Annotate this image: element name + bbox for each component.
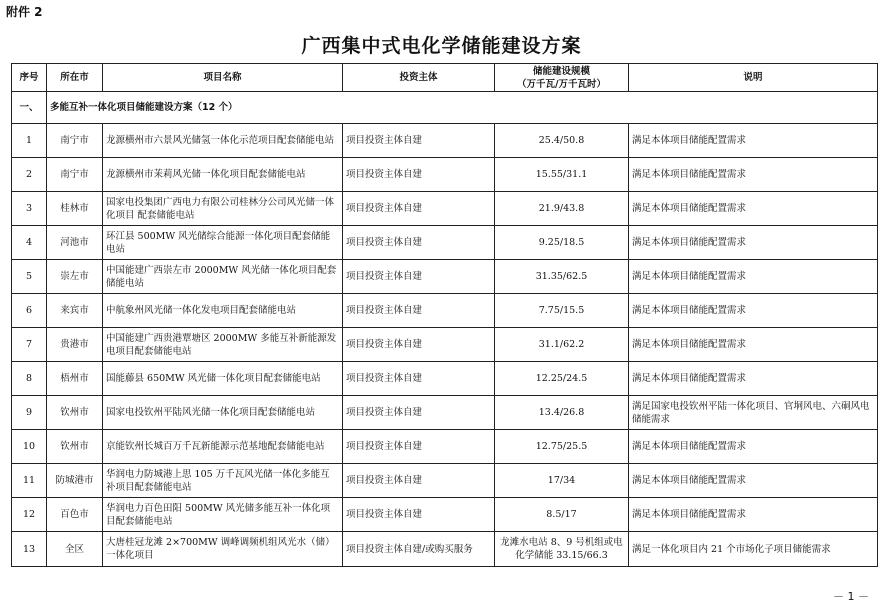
cell-city: 南宁市 (47, 158, 103, 192)
cell-investor: 项目投资主体自建 (343, 430, 495, 464)
cell-city: 南宁市 (47, 124, 103, 158)
cell-seq: 5 (12, 260, 47, 294)
cell-scale: 8.5/17 (495, 498, 629, 532)
table-row (12, 158, 878, 192)
table-row (12, 328, 878, 362)
table-row (12, 362, 878, 396)
header-note: 说明 (629, 64, 878, 92)
table-row (12, 532, 878, 567)
cell-note: 满足本体项目储能配置需求 (629, 226, 878, 260)
cell-project: 华润电力防城港上思 105 万千瓦风光储一体化多能互补项目配套储能电站 (103, 464, 343, 498)
cell-city: 防城港市 (47, 464, 103, 498)
table-row (12, 260, 878, 294)
cell-city: 梧州市 (47, 362, 103, 396)
table-row (12, 498, 878, 532)
cell-note: 满足本体项目储能配置需求 (629, 464, 878, 498)
cell-project: 环江县 500MW 风光储综合能源一体化项目配套储能电站 (103, 226, 343, 260)
cell-scale: 12.25/24.5 (495, 362, 629, 396)
cell-note: 满足本体项目储能配置需求 (629, 294, 878, 328)
cell-project: 中国能建广西崇左市 2000MW 风光储一体化项目配套储能电站 (103, 260, 343, 294)
cell-scale: 21.9/43.8 (495, 192, 629, 226)
header-seq: 序号 (12, 64, 47, 92)
table-row (12, 294, 878, 328)
table-row (12, 226, 878, 260)
table-row (12, 430, 878, 464)
cell-scale: 15.55/31.1 (495, 158, 629, 192)
header-scale (495, 64, 629, 92)
cell-city: 来宾市 (47, 294, 103, 328)
header-project: 项目名称 (103, 64, 343, 92)
cell-investor: 项目投资主体自建 (343, 226, 495, 260)
attachment-label: 附件 2 (6, 5, 43, 19)
cell-note: 满足本体项目储能配置需求 (629, 328, 878, 362)
cell-city: 百色市 (47, 498, 103, 532)
cell-scale: 25.4/50.8 (495, 124, 629, 158)
cell-note: 满足本体项目储能配置需求 (629, 498, 878, 532)
table-row (12, 464, 878, 498)
cell-project: 国家电投集团广西电力有限公司桂林分公司风光储一体化项目 配套储能电站 (103, 192, 343, 226)
cell-investor: 项目投资主体自建/或购买服务 (343, 532, 495, 567)
cell-seq: 13 (12, 532, 47, 567)
cell-city: 桂林市 (47, 192, 103, 226)
cell-investor: 项目投资主体自建 (343, 396, 495, 430)
cell-project: 中国能建广西贵港覃塘区 2000MW 多能互补新能源发电项目配套储能电站 (103, 328, 343, 362)
document-title: 广西集中式电化学储能建设方案 (301, 35, 582, 57)
cell-scale: 龙滩水电站 8、9 号机组或电化学储能 33.15/66.3 (495, 532, 629, 567)
cell-seq: 7 (12, 328, 47, 362)
table-header-row (12, 64, 878, 92)
cell-project: 京能钦州长城百万千瓦新能源示范基地配套储能电站 (103, 430, 343, 464)
cell-investor: 项目投资主体自建 (343, 124, 495, 158)
cell-scale: 31.35/62.5 (495, 260, 629, 294)
cell-investor: 项目投资主体自建 (343, 192, 495, 226)
cell-scale: 7.75/15.5 (495, 294, 629, 328)
cell-seq: 4 (12, 226, 47, 260)
cell-scale: 12.75/25.5 (495, 430, 629, 464)
cell-city: 钦州市 (47, 396, 103, 430)
cell-note: 满足本体项目储能配置需求 (629, 260, 878, 294)
cell-city: 崇左市 (47, 260, 103, 294)
section-number: 一、 (12, 92, 47, 124)
cell-seq: 10 (12, 430, 47, 464)
header-city: 所在市 (47, 64, 103, 92)
cell-note: 满足本体项目储能配置需求 (629, 430, 878, 464)
table-row (12, 396, 878, 430)
cell-scale: 17/34 (495, 464, 629, 498)
cell-seq: 11 (12, 464, 47, 498)
cell-city: 全区 (47, 532, 103, 567)
cell-note: 满足本体项目储能配置需求 (629, 192, 878, 226)
cell-seq: 1 (12, 124, 47, 158)
cell-project: 国家电投钦州平陆风光储一体化项目配套储能电站 (103, 396, 343, 430)
cell-seq: 9 (12, 396, 47, 430)
table-row (12, 192, 878, 226)
cell-project: 大唐桂冠龙滩 2×700MW 调峰调频机组风光水（储）一体化项目 (103, 532, 343, 567)
cell-project: 国能藤县 650MW 风光储一体化项目配套储能电站 (103, 362, 343, 396)
page-number: － 1 － (833, 590, 869, 603)
section-row (12, 92, 878, 124)
header-scale-line1: 储能建设规模 (532, 65, 590, 77)
cell-investor: 项目投资主体自建 (343, 158, 495, 192)
cell-note: 满足本体项目储能配置需求 (629, 124, 878, 158)
cell-note: 满足国家电投钦州平陆一体化项目、官垌风电、六硐风电储能需求 (629, 396, 878, 430)
cell-investor: 项目投资主体自建 (343, 464, 495, 498)
cell-scale: 31.1/62.2 (495, 328, 629, 362)
cell-scale: 9.25/18.5 (495, 226, 629, 260)
cell-scale: 13.4/26.8 (495, 396, 629, 430)
cell-seq: 6 (12, 294, 47, 328)
cell-city: 贵港市 (47, 328, 103, 362)
cell-project: 龙源横州市六景风光储氢一体化示范项目配套储能电站 (103, 124, 343, 158)
cell-note: 满足本体项目储能配置需求 (629, 362, 878, 396)
cell-seq: 8 (12, 362, 47, 396)
cell-project: 中航象州风光储一体化发电项目配套储能电站 (103, 294, 343, 328)
cell-seq: 2 (12, 158, 47, 192)
cell-project: 华润电力百色田阳 500MW 风光储多能互补一体化项目配套储能电站 (103, 498, 343, 532)
cell-investor: 项目投资主体自建 (343, 294, 495, 328)
header-investor: 投资主体 (343, 64, 495, 92)
cell-project: 龙源横州市茉莉风光储一体化项目配套储能电站 (103, 158, 343, 192)
cell-city: 河池市 (47, 226, 103, 260)
cell-seq: 12 (12, 498, 47, 532)
cell-seq: 3 (12, 192, 47, 226)
header-scale-line2: （万千瓦/万千瓦时） (517, 78, 606, 90)
cell-note: 满足本体项目储能配置需求 (629, 158, 878, 192)
cell-investor: 项目投资主体自建 (343, 328, 495, 362)
storage-plan-table (11, 63, 878, 567)
cell-city: 钦州市 (47, 430, 103, 464)
section-title: 多能互补一体化项目储能建设方案（12 个） (47, 92, 878, 124)
cell-note: 满足一体化项目内 21 个市场化子项目储能需求 (629, 532, 878, 567)
cell-investor: 项目投资主体自建 (343, 362, 495, 396)
cell-investor: 项目投资主体自建 (343, 498, 495, 532)
table-row (12, 124, 878, 158)
cell-investor: 项目投资主体自建 (343, 260, 495, 294)
